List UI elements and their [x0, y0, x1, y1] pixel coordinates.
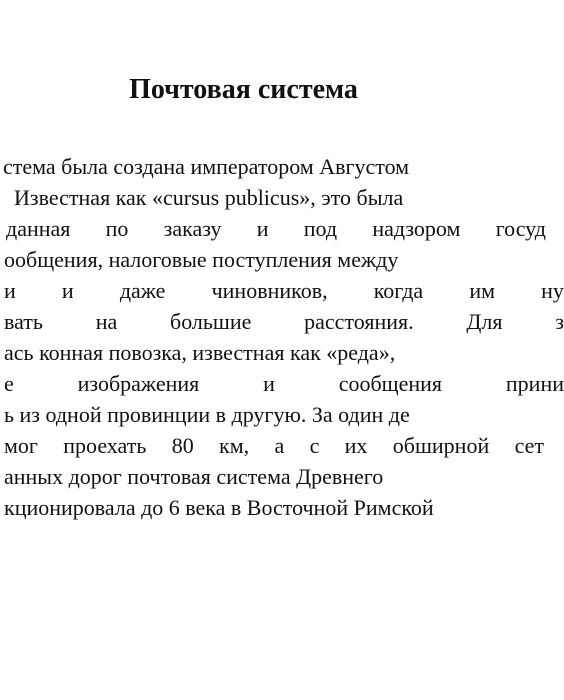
text-line: данная по заказу и под надзором госуд	[6, 216, 546, 241]
text-line: Известная как «cursus publicus», это была	[14, 185, 404, 210]
text-line: анных дорог почтовая система Древнего	[4, 464, 384, 489]
text-line: е изображения и сообщения прини	[4, 371, 564, 396]
text-line: мог проехать 80 км, а с их обширной сет	[4, 433, 544, 458]
text-line: стема была создана императором Августом	[3, 154, 410, 179]
page-title: Почтовая система	[129, 74, 358, 105]
text-line: ообщения, налоговые поступления между	[4, 247, 399, 272]
text-line: ась конная повозка, известная как «реда»,	[4, 340, 396, 365]
text-line: вать на большие расстояния. Для з	[4, 309, 564, 334]
text-line: кционировала до 6 века в Восточной Римской	[4, 495, 434, 520]
text-line: ь из одной провинции в другую. За один де	[4, 402, 410, 427]
text-line: и и даже чиновников, когда им ну	[4, 278, 564, 303]
